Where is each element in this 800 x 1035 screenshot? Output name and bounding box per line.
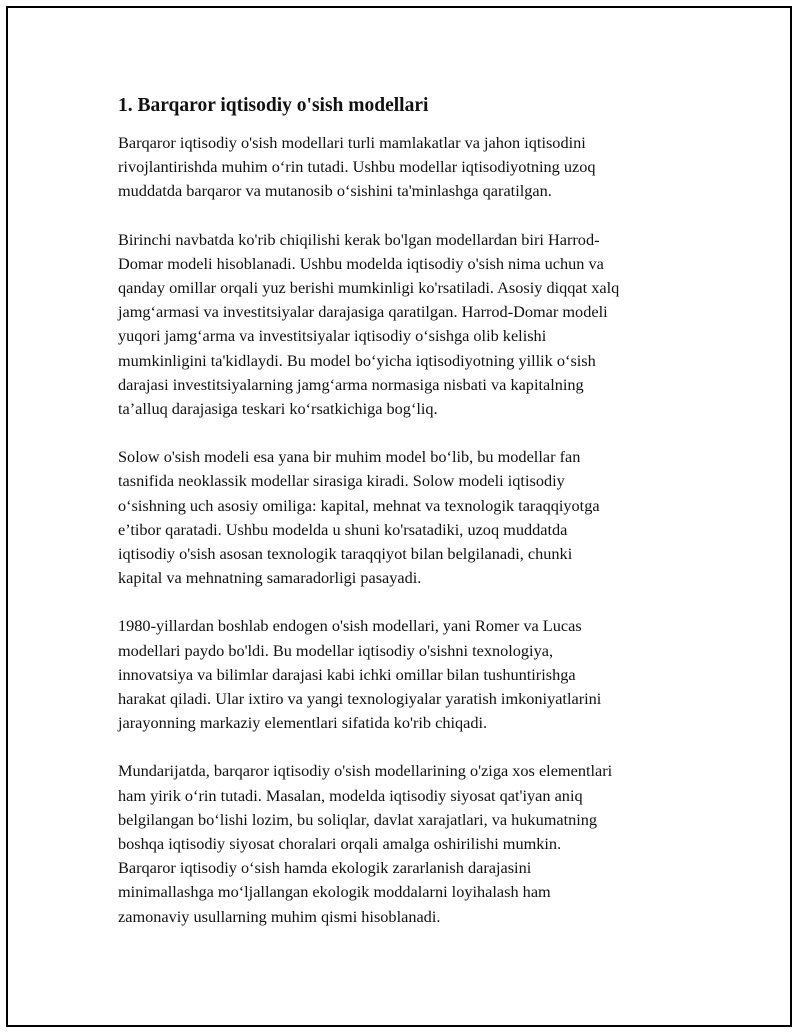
section-heading: 1. Barqaror iqtisodiy o's​ish modellari: [118, 95, 429, 116]
text-line: mumkinligini ta'kidlaydi. Bu model bo‘yicha iqtisodiyotning yillik o‘sish: [118, 350, 596, 370]
text-line: Birinchi navbatda ko'rib chiqilishi kerak bo'lgan modellardan biri Harrod-: [118, 229, 600, 249]
paragraph-endogenous: [118, 614, 692, 735]
text-line: yuqori jamg‘arma va investitsiyalar iqtisodiy o‘sishga olib kelishi: [118, 326, 547, 346]
text-line: qanday omillar orqali yuz berishi mumkinligi ko'rsatiladi. Asosiy diqqat xalq: [118, 278, 620, 298]
text-line: zamonaviy usullarning muhim qismi hisoblanadi.: [118, 906, 441, 926]
text-line: o‘sishning uch asosiy omiliga: kapital, mehnat va texnologik taraqqiyotga: [118, 495, 600, 515]
text-line: Domar modeli hisoblanadi. Ushbu modelda iqtisodiy o's​ish nima uchun va: [118, 253, 604, 273]
text-line: innovatsiya va bilimlar darajasi kabi ichki omillar bilan tushuntirishga: [118, 664, 576, 684]
paragraph-elements: [118, 759, 692, 928]
text-line: ta’alluq darajasiga teskari ko‘rsatkichiga bog‘liq.: [118, 399, 438, 419]
text-line: Mundarijatda, barqaror iqtisodiy o's​ish modellarining o'ziga xos elementlari: [118, 761, 613, 781]
text-line: minimallashga mo‘ljallangan ekologik moddalarni loyihalash ham: [118, 882, 551, 902]
text-line: jamg‘armasi va investitsiyalar darajasiga qaratilgan. Harrod-Domar modeli: [118, 302, 608, 322]
text-line: modellari paydo bo'ldi. Bu modellar iqtisodiy o's​ishni texnologiya,: [118, 640, 554, 660]
paragraph-intro: [118, 131, 692, 204]
text-line: iqtisodiy o's​ish asosan texnologik taraqqiyot bilan belgilanadi, chunki: [118, 544, 573, 564]
paragraph-harrod-domar: [118, 228, 692, 422]
text-line: muddatda barqaror va mutanosib o‘sishini ta'minlashga qaratilgan.: [118, 181, 552, 201]
text-line: e’tibor qaratadi. Ushbu modelda u shuni ko'rsatadiki, uzoq muddatda: [118, 519, 568, 539]
text-line: harakat qiladi. Ular ixtiro va yangi texnologiyalar yaratish imkoniyatlarini: [118, 689, 602, 709]
text-line: belgilangan bo‘lishi lozim, bu soliqlar, davlat xarajatlari, va hukumatning: [118, 809, 598, 829]
text-line: Solow o's​ish modeli esa yana bir muhim model bo‘lib, bu modellar fan: [118, 447, 581, 467]
text-line: darajasi investitsiyalarning jamg‘arma normasiga nisbati va kapitalning: [118, 374, 584, 394]
document-body: [118, 94, 692, 953]
text-line: kapital va mehnatning samaradorligi pasayadi.: [118, 568, 422, 588]
text-line: 1980-yillardan boshlab endogen o's​ish modellari, yani Romer va Lucas: [118, 616, 582, 636]
text-line: Barqaror iqtisodiy o's​ish modellari turli mamlakatlar va jahon iqtisodini: [118, 133, 586, 152]
text-line: jarayonning markaziy elementlari sifatida ko'rib chiqadi.: [118, 713, 488, 733]
text-line: tasnifida neoklassik modellar sirasiga kiradi. Solow modeli iqtisodiy: [118, 471, 565, 491]
text-line: Barqaror iqtisodiy o‘sish hamda ekologik zararlanish darajasini: [118, 858, 532, 878]
paragraph-solow: [118, 445, 692, 590]
text-line: ham yirik o‘rin tutadi. Masalan, modelda iqtisodiy siyosat qat'iyan aniq: [118, 785, 583, 805]
text-line: rivojlantirishda muhim o‘rin tutadi. Ushbu modellar iqtisodiyotning uzoq: [118, 157, 596, 177]
text-line: boshqa iqtisodiy siyosat choralari orqali amalga oshirilishi mumkin.: [118, 834, 562, 854]
